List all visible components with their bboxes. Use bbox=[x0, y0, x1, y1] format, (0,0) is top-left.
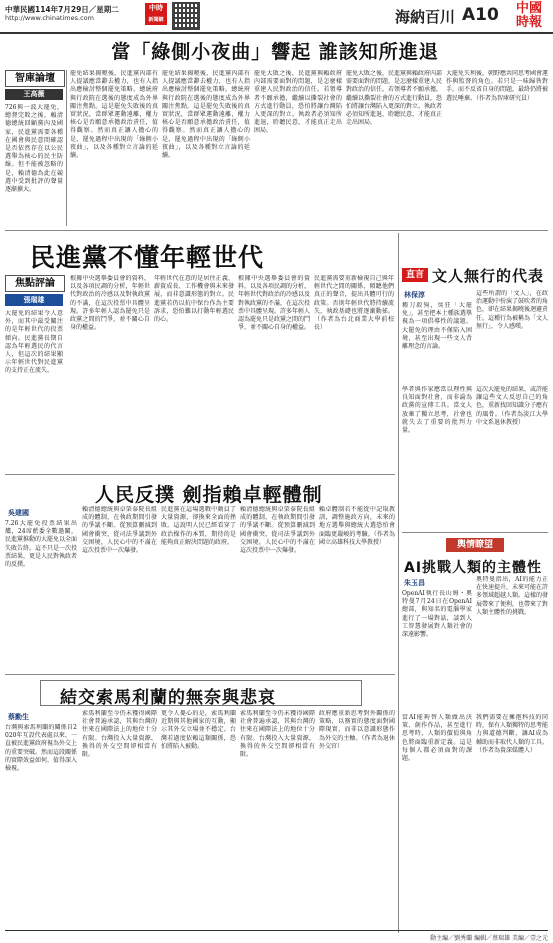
bottom-article-text-5: 政府應重新思考對外關係的策略，以務實的態度面對國際現實，而非以意識形態作為外交的主軸。（作者為退休外交官） bbox=[319, 710, 395, 750]
right-column-divider bbox=[398, 233, 399, 933]
right-top-author: 林保淳 bbox=[404, 291, 425, 299]
paper-date: 中華民國114年7月29日／星期二 bbox=[5, 5, 119, 14]
bottom-divider bbox=[5, 674, 395, 675]
right-top-text-1: 種刀殺狗，臭狂「大罷免」，甚至把本土種族選擧視為一項倡導性的議題。大罷免的理由不僅陷入困境，甚至出現一些文人背離理念的言論。 bbox=[402, 302, 472, 351]
main-article-text-1: 大罷免的結果令人意外，而其中最受關注的是年輕世代的投票傾向。民進黨長期自認為年輕選民的代言人，但這次的結果顯示年輕世代對民進黨的支持正在流失。 bbox=[5, 310, 63, 375]
sub-divider bbox=[5, 474, 395, 475]
china-times-logo bbox=[508, 2, 550, 32]
sub-article-author: 吳建國 bbox=[8, 509, 29, 517]
section-name: 海納百川 bbox=[395, 8, 456, 26]
sub-article-text-5: 賴卓體制若不能從中記取教訓，調整施政方向，未來的地方選舉與總統大選恐怕會面臨更嚴峻的考驗。（作者為國立高雄科技大學教授） bbox=[319, 506, 395, 546]
chinatimes-news-logo bbox=[145, 3, 167, 25]
paper-url[interactable]: http://www.chinatimes.com bbox=[5, 14, 94, 22]
right-top-text-2: 這些所謂的「文人」，在政治運動中扮演了鼓吹者的角色，卻在結果揭曉後迴避責任。這種行為被稱為「文人無行」，令人感嘆。 bbox=[476, 290, 548, 330]
brand-line-2: 時報 bbox=[515, 15, 542, 30]
main-article-author: 張瑞雄 bbox=[5, 294, 63, 306]
sub-article-text-1: 7.26大罷免投票結果出爐，24席藍委全數過關，民進黨推動的大罷免以全面失敗告終。這不只是一次投票結果，更是人民對執政者的反撲。 bbox=[5, 520, 77, 569]
top-article-text-5: 罷免大敗之後，民進黨與賴政府內部需要面對的問題，是怎麼樣重建人民對政治的信任。若領導者不願承擔，繼續以撕裂社會的方式進行動員，恐怕將讓台灣陷入更深的對立。執政者必須知所進退，聆聽民意，才能真正走出困局。 bbox=[346, 70, 442, 127]
right-top-headline: 文人無行的代表 bbox=[432, 267, 545, 285]
right-bottom-text-2: 奧特曼指出，AI的能力正在快速提升，未來可能在許多領域超越人類。這樣的發展帶來了便利，也帶來了對人類主體性的挑戰。 bbox=[476, 576, 548, 616]
top-article-author: 王高薇 bbox=[5, 89, 63, 100]
top-article-headline: 當「綠側小夜曲」響起 誰該知所進退 bbox=[111, 41, 439, 63]
right-bottom-text-3: 當AI能夠替人類做出決策、創作作品，甚至進行思考時，人類的價值與角色將面臨重新定義。這是每個人都必須面對的課題。 bbox=[402, 714, 472, 763]
bottom-article-author: 蔡勳生 bbox=[8, 713, 29, 721]
right-bottom-headline: AI挑戰人類的主體性 bbox=[404, 560, 543, 576]
header-rule bbox=[0, 32, 553, 34]
sub-article-text-3: 民進黨在這場選戰中動員了大量資源，卻換來全面的挫敗。這說明人民已經看穿了政治操作的本質，期待的是能夠真正解決問題的政府。 bbox=[161, 506, 236, 546]
qr-code-icon bbox=[172, 2, 200, 30]
right-bottom-column-tag: 輿情瞭望 bbox=[446, 538, 504, 552]
right-top-text-4: 這次大罷免的結果，或許能讓這些文人反思自己的角色，重新找回知識分子應有的風骨。（作者為淡江大學中文系退休教授） bbox=[476, 386, 548, 426]
top-article-text-6: 大罷免失利後，朝野應共同思考國會運作與監督的角色。若只是一味歸咎對手，而不反省自身的問題，最終仍將被選民唾棄。（作者為智庫研究員） bbox=[446, 70, 548, 102]
right-top-column-tag: 直言 bbox=[402, 268, 428, 282]
sub-article-headline: 人民反撲 劍指賴卓輕體制 bbox=[95, 484, 323, 506]
bottom-article-text-3: 更令人憂心的是，索馬利蘭近期與其他國家的互動，顯示其外交立場並不穩定。台灣若過度依賴這類關係，恐怕將陷入被動。 bbox=[161, 710, 236, 750]
footer-rule bbox=[5, 930, 548, 931]
sub-article-text-2: 賴清德總統與卓榮泰院長組成的體制，在執政期間引發的爭議不斷。從預算刪減到國會衝突，從司法爭議到外交困境，人民心中的不滿在這次投票中一次爆發。 bbox=[82, 506, 157, 555]
main-article-text-3: 年輕世代在意的是居住正義、薪資成長、工作機會與未來發展，而非意識形態的對立。民進黨若仍以抗中保台作為主要訴求，恐怕難以打動年輕選民的心。 bbox=[154, 275, 234, 324]
main-article-text-5: 民進黨需要重新檢視自己與年輕世代之間的關係，傾聽他們真正的聲音，提出具體可行的政策。否則年輕世代將持續流失，執政基礎也將逐漸動搖。（作者為台北商業大學前校長） bbox=[314, 275, 394, 332]
right-top-text-3: 學者與作家應當以理性與良知面對社會，而非淪為政黨的宣傳工具。當文人放棄了獨立思考，社會也就失去了重要的批判力量。 bbox=[402, 386, 472, 435]
main-article-text-4: 根據中央選舉委員會的資料，以及各項民調的分析，年輕世代對政治的冷感以及對執政黨的不滿，在這次投票中具體呈現。許多年輕人認為罷免只是政黨之間的鬥爭，並不關心自身的權益。 bbox=[238, 275, 310, 332]
brand-line-1: 中國 bbox=[515, 1, 542, 16]
top-article-text-4: 罷免大敗之後，民進黨與賴政府內部需要面對的問題，是怎麼樣重建人民對政治的信任。若領導者不願承擔，繼續以撕裂社會的方式進行動員，恐怕將讓台灣陷入更深的對立。執政者必須知所進退，聆聽民意，才能真正走出困局。 bbox=[254, 70, 342, 135]
logo-line-1: 中時 bbox=[149, 4, 163, 12]
bottom-article-text-1: 台灣與索馬利蘭的關係自2020年互設代表處以來，一直被民進黨政府視為外交上的重要突破。然而這段關係的實際效益如何，值得深入檢視。 bbox=[5, 724, 77, 773]
page-number: A10 bbox=[462, 5, 499, 25]
top-article-text-3: 罷免結果揭曉後，民進黨內部有人提議應當辭去權力，也有人指出應檢討整個罷免策略。總統府與行政院在選後的態度成為外界關注焦點。這是罷免失敗後的真實狀況，當群眾運動遠離，權力核心是否願意承擔政治責任，值得觀察。然而真正讓人擔心的是，罷免過程中出現的「綠側小夜曲」，以及各種對立言論的延續。 bbox=[162, 70, 250, 160]
sub-article-text-4: 賴清德總統與卓榮泰院長組成的體制，在執政期間引發的爭議不斷。從預算刪減到國會衝突，從司法爭議到外交困境，人民心中的不滿在這次投票中一次爆發。 bbox=[240, 506, 315, 555]
bottom-article-text-2: 索馬利蘭至今仍未獲得國際社會普遍承認，其與台灣的往來在國際法上的地位十分有限。台灣投入大量資源，換得的外交空間卻相當有限。 bbox=[82, 710, 157, 759]
top-article-text-1: 726與一波大罷免，總督完敗之後，賴清德總統回顧黨內及國家，民進黨需要各種在國會與民意間確認是否依然存在以公民選舉為核心的民主防線。但不能被忽略的是，賴清德為此在競選中受到批評的聲量逐漸擴大。 bbox=[5, 104, 63, 194]
main-article-headline: 民進黨不懂年輕世代 bbox=[30, 243, 265, 272]
right-bottom-author: 朱玉昌 bbox=[404, 579, 425, 587]
right-bottom-text-4: 我們需要在擁抱科技的同時，保有人類獨特的思考能力與道德判斷，讓AI成為輔助而非取代人類的工具。（作者為資深媒體人） bbox=[476, 714, 548, 754]
right-bottom-text-1: OpenAI執行長山姆・奧特曼7月24日在OpenAI總部，與知名的電腦學家進行了一場對話，談到人工智慧發展對人類社會的深遠影響。 bbox=[402, 590, 472, 639]
bottom-article-headline: 結交索馬利蘭的無奈與悲哀 bbox=[60, 688, 276, 708]
section-divider bbox=[5, 230, 548, 231]
main-article-column-tag: 焦點評論 bbox=[5, 275, 65, 292]
right-mid-divider bbox=[402, 532, 548, 533]
main-article-text-2: 根據中央選舉委員會的資料，以及各項民調的分析，年輕世代對政治的冷感以及對執政黨的不滿，在這次投票中具體呈現。許多年輕人認為罷免只是政黨之間的鬥爭，並不關心自身的權益。 bbox=[70, 275, 150, 332]
top-article-column-tag: 智庫論壇 bbox=[5, 70, 65, 87]
column-divider bbox=[66, 70, 67, 226]
footer-credits: 動主編／劉秀蘭 編輯／蔡瑞雄 美編／壹之元 bbox=[430, 935, 548, 942]
logo-line-2: 新聞網 bbox=[148, 17, 164, 23]
bottom-article-text-4: 索馬利蘭至今仍未獲得國際社會普遍承認，其與台灣的往來在國際法上的地位十分有限。台灣投入大量資源，換得的外交空間卻相當有限。 bbox=[240, 710, 315, 759]
top-article-text-2: 罷免結果揭曉後，民進黨內部有人提議應當辭去權力，也有人指出應檢討整個罷免策略。總統府與行政院在選後的態度成為外界關注焦點。這是罷免失敗後的真實狀況，當群眾運動遠離，權力核心是否願意承擔政治責任，值得觀察。然而真正讓人擔心的是，罷免過程中出現的「綠側小夜曲」，以及各種對立言論的延續。 bbox=[70, 70, 158, 160]
